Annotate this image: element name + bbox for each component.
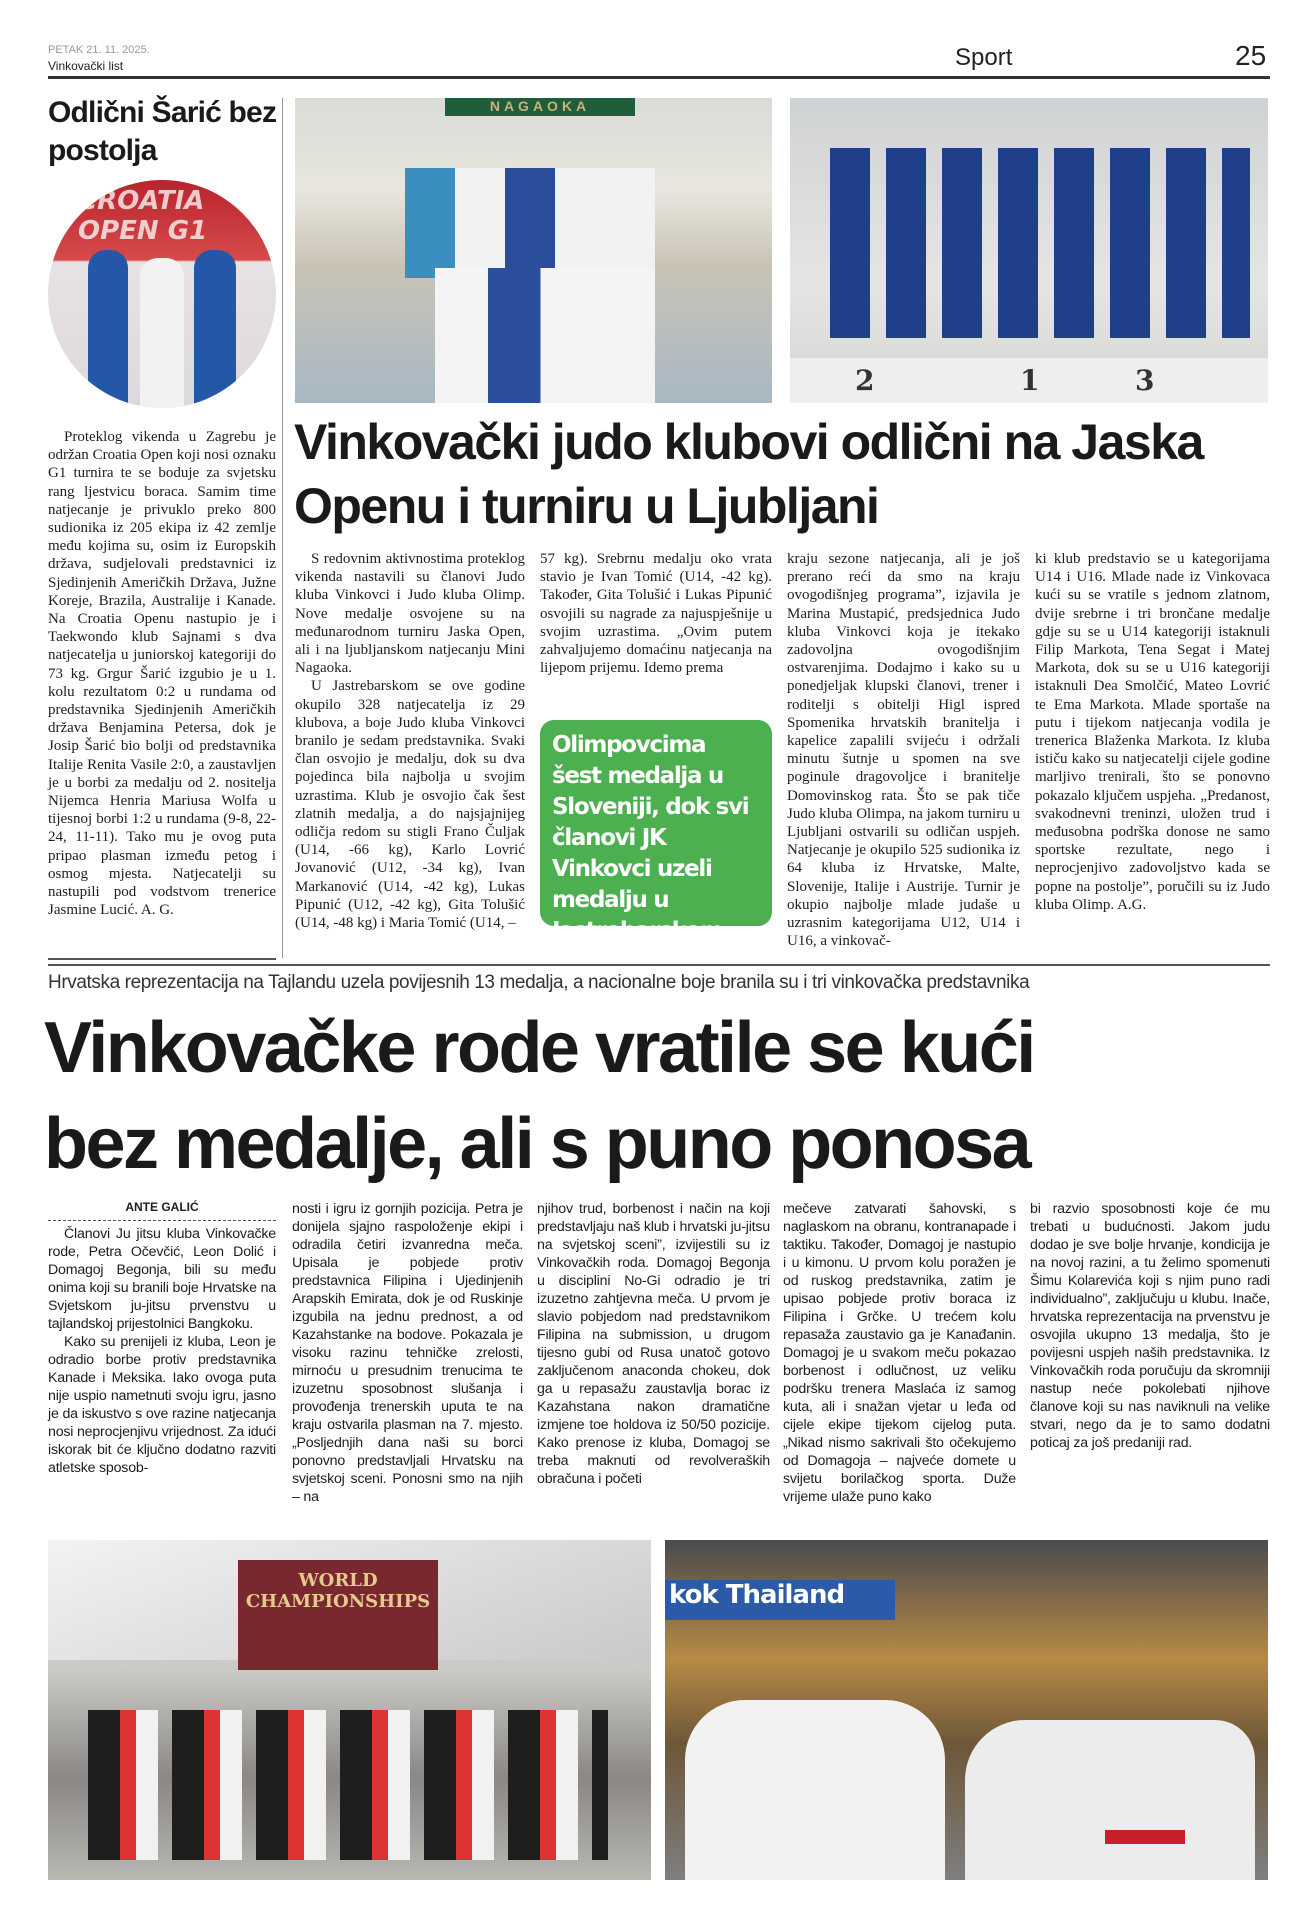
paragraph: Članovi Ju jitsu kluba Vinkovačke rode, Petra Očevčić, Leon Dolić i Domagoj Begonja, bili su među onima koji su branili boje Hrvatske na Svjetskom ju-jitsu prvenstvu u tajlandskoj prijestolnici Bangkoku. (48, 1226, 276, 1332)
jujitsu-column-5: bi razvio sposobnosti koje će mu trebati u budućnosti. Jakom judu dodao je sve bolje hrvanje, kondicija je na novoj razini, a tu želimo spomenuti Šimu Kolarevića koji s njim puno radi individualno”, zaključuju u klubu. Inače, hrvatska reprezentacija na prvenstvu je osvojila ukupno 13 medalja, što je povijesni uspjeh naših predstavnika. Iz Vinkovačkih roda poručuju da skromniji nastup neće pokolebati njihove članove koji su nas naviknuli na velike stvari, nego da je to samo dodatni poticaj za još predaniji rad. (1030, 1201, 1270, 1451)
header-rule (48, 76, 1270, 79)
jujitsu-column-3: njihov trud, borbenost i način na koji predstavljaju naš klub i hrvatski ju-jitsu na svjetskoj sceni”, izvijestili su iz Vinkovačkih roda. Domagoj Begonja u disciplini No-Gi odradio je tri izuzetno zahtjevna meča. U prvom je slavio pobjedom nad predstavnikom Filipina na submission, u drugom tijesno gubi od Rusa unatoč gotovo zaključenom anaconda chokeu, dok ga u repasažu zaustavlja borac iz Kazahstana nakon dramatične izmjene toe holdova iz 50/50 pozicije. Kako prenose iz kluba, Domagoj se treba maknuti od revolveraških obračuna i početi (537, 1201, 770, 1487)
photo-banner-text: CROATIA OPEN G1 (78, 186, 208, 246)
photo-banner-text: WORLD CHAMPIONSHIPS (238, 1560, 438, 1670)
judo-photo-podium (790, 98, 1268, 403)
callout-box: Olimpovcima šest medalja u Sloveniji, dok svi članovi JK Vinkovci uzeli medalju u Jastrebarskom (540, 720, 772, 926)
headline-line: bez medalje, ali s puno ponosa (44, 1104, 1030, 1184)
side-article-body: Proteklog vikenda u Zagrebu je održan Croatia Open koji nosi oznaku G1 turnira te se boduje za svjetsku rang ljestvicu boraca. Samim time natjecanje je privuklo preko 800 sudionika iz 205 ekipa iz 42 zemlje među kojima su, osim iz Europskih država, sudjelovali predstavnici iz Sjedinjenih Američkih Država, Južne Koreje, Brazila, Australije i Kanade. Na Croatia Openu nastupio je i Taekwondo klub Sajnami s dva natjecatelja u juniorskoj kategoriji do 73 kg. Grgur Šarić izgubio je u 1. kolu rezultatom 0:2 u rundama od predstavnika Sjedinjenih Američkih država Benjamina Petersa, dok je Josip Šarić bio bolji od predstavnika Italije Renita Vasile 2:0, a zaustavljen je u borbi za medalju od 2. nositelja Nijemca Henria Mariusa Wolfa u tijesnoj borbi 1:2 u rundama (9-8, 22-24, 11-11). Tako mu je ovog puta pripao plasman između petog i osmog mjesta. Natjecatelji su nastupili pod vodstvom trenerice Jasmine Lucić. A. G. (48, 429, 276, 919)
podium-label: 1 (1020, 364, 1040, 397)
article-separator (48, 964, 1270, 966)
newspaper-name: Vinkovački list (48, 59, 124, 73)
paragraph: S redovnim aktivnostima proteklog vikenda nastavili su članovi Judo kluba Vinkovci i Judo kluba Olimp. Nove medalje osvojene su na međunarodnom turniru Jaska Open, ali i na ljubljanskom natjecanju Mini Nagaoka. (295, 551, 525, 677)
podium-label: 3 (1135, 364, 1155, 397)
judo-photo-jaska (295, 98, 772, 403)
jujitsu-column-2: nosti i igru iz gornjih pozicija. Petra je donijela sjajno raspoloženje ekipi i odradila četiri izvanredna meča. Upisala je pobjede protiv predstavnica Filipina i Ujedinjenih Arapskih Emirata, dok je od Ruskinje izgubila na jednu prednost, a od Kazahstanke na bodove. Pokazala je visoku razinu tehničke zrelosti, mirnoću u presudnim trenucima te izuzetnu sposobnost slušanja i provođenja trenerskih uputa te na kraju ostvarila plasman na 7. mjesto. „Posljednjih dana naši su borci ponovno predstavljali Hrvatsku na svjetskoj sceni. Ponosni smo na njih – na (292, 1201, 523, 1505)
paragraph: Kako su prenijeli iz kluba, Leon je odradio borbe protiv predstavnika Kanade i Meksika. Iako ovoga puta nije uspio nametnuti svoju igru, jasno je da iskustvo s ove razine natjecanja nosi neprocjenjivu vrijednost. Za idući iskorak bit će ključno dodatno razviti atletske sposob- (48, 1334, 276, 1476)
side-article-end-rule (48, 958, 276, 960)
byline: ANTE GALIĆ (48, 1200, 276, 1221)
judo-column-2: 57 kg). Srebrnu medalju oko vrata stavio je Ivan Tomić (U14, -42 kg). Također, Gita Tolušić i Lukas Pipunić osvojili su nagrade za najuspješnije u svojim uzrastima. „Ovim putem zahvaljujemo domaćinu natjecanja na lijepom prijemu. Idemo prema (540, 551, 772, 677)
jujitsu-photo-match (665, 1540, 1268, 1880)
jujitsu-column-1 (48, 1225, 276, 1477)
section-title: Sport (955, 44, 1013, 71)
podium-label: 2 (855, 364, 875, 397)
issue-date: PETAK 21. 11. 2025. (48, 44, 150, 56)
photo-banner-text: NAGAOKA (445, 98, 635, 116)
side-article-photo (48, 180, 276, 408)
jujitsu-column-4: mečeve zatvarati šahovski, s naglaskom na obranu, kontranapade i taktiku. Također, Domagoj je nastupio i u kimonu. U prvom kolu poražen je od ruskog predstavnika, zatim je upisao pobjede protiv boraca iz Filipina i Grčke. U trećem kolu repasaža zaustavio ga je Kanađanin. Domagoj je u svakom meču pokazao borbenost i odlučnost, uz veliku podršku trenera Maslaća iz samog kuta, ali i snažan vjetar u leđa od cijele ekipe tijekom cijelog puta. „Nikad nismo sakrivali što očekujemo od Domagoja – najveće domete u svijetu borilačkog sporta. Duže vrijeme ulaže puno kako (783, 1201, 1016, 1505)
judo-column-1 (295, 550, 525, 932)
judo-headline: Vinkovački judo klubovi odlični na Jaska Openu i turniru u Ljubljani (294, 414, 1203, 534)
photo-banner-text: kok Thailand (665, 1580, 895, 1620)
column-divider (282, 98, 283, 958)
jujitsu-headline (44, 1000, 1270, 1192)
page-number: 25 (1235, 40, 1267, 71)
headline-line: Vinkovačke rode vratile se kući (44, 1008, 1034, 1088)
paragraph: U Jastrebarskom se ove godine okupilo 328 natjecatelja iz 29 klubova, a boje Judo kluba Vinkovci branilo je sedam predstavnika. Svaki član osvojio je medalju, dok su dva pojedinca bila najbolja u svojim uzrastima. Klub je osvojio čak šest zlatnih medalja, a do najsjajnijeg odličja redom su stigli Frano Čuljak (U14, -66 kg), Karlo Lovrić Jovanović (U12, -34 kg), Ivan Markanović (U14, -42 kg), Lukas Pipunić (U12, -42 kg), Gita Tolušić (U14, -48 kg) i Maria Tomić (U14, – (295, 678, 525, 932)
judo-column-4: ki klub predstavio se u kategorijama U14 i U16. Mlade nade iz Vinkovaca kući su se vratile s jednom zlatnom, dvije srebrne i tri brončane medalje gdje su se u U14 kategoriji istaknuli Filip Markota, Tena Segat i Matej Markota, dok su se u U16 kategoriji istaknuli Dea Smolčić, Mateo Lovrić te Ema Markota. Mlade sportaše na putu i tijekom natjecanja vodila je trenerica Blaženka Markota. Iz kluba ističu kako su natjecatelji cijele godine marljivo trenirali, što se ponovno pokazalo ključem uspjeha. „Predanost, svakodnevni treninzi, uložen trud i međusobna podrška donose ne samo sportske rezultate, nego i neprocjenjivo zadovoljstvo kada se popne na postolje”, poručili su iz Judo kluba Olimp. A.G. (1035, 551, 1270, 913)
judo-column-3: kraju sezone natjecanja, ali je još prerano reći da smo na kraju ovogodišnjeg programa”, izjavila je Marina Mustapić, predsjednica Judo kluba Vinkovci koja je itekako zadovoljna ovogodišnjim ostvarenjima. Dodajmo i kako su u ponedjeljak klupski članovi, trener i roditelji s obitelji Higl ispred Spomenika hrvatskih branitelja i kapelice zapalili svijeću i održali minutu šutnje u spomen na sve poginule dragovoljce i branitelje Domovinskog rata. Što se pak tiče Judo kluba Olimpa, na jakom turniru u Ljubljani ostvarili su odličan uspjeh. Natjecanje je okupilo 525 sudionika iz 64 kluba iz Hrvatske, Malte, Slovenije, Italije i Austrije. Turnir je okupio najbolje mlade judaše u uzrasnim kategorijama U12, U14 i U16, a vinkovač- (787, 551, 1020, 950)
jujitsu-photo-team (48, 1540, 651, 1880)
side-article-title: Odlični Šarić bez postolja (48, 96, 277, 167)
jujitsu-subtitle: Hrvatska reprezentacija na Tajlandu uzela povijesnih 13 medalja, a nacionalne boje branila su i tri vinkovačka predstavnika (48, 972, 1030, 993)
